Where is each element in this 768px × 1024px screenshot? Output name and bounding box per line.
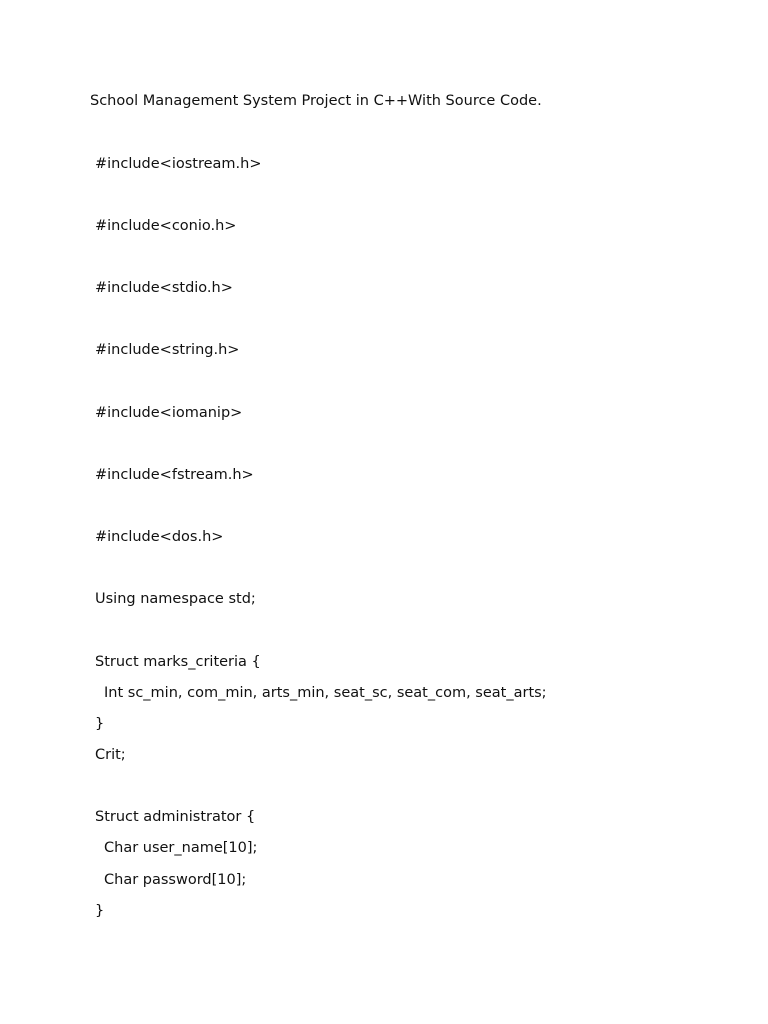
struct-marks-close: } [95, 716, 105, 732]
struct-admin-field: Char user_name[10]; [104, 840, 258, 856]
include-line: #include<iostream.h> [95, 156, 262, 172]
include-line: #include<fstream.h> [95, 467, 254, 483]
struct-admin-close: } [95, 903, 105, 919]
include-line: #include<stdio.h> [95, 280, 233, 296]
struct-admin-field: Char password[10]; [104, 872, 247, 888]
using-namespace-line: Using namespace std; [95, 591, 256, 607]
struct-marks-open: Struct marks_criteria { [95, 654, 261, 670]
include-line: #include<string.h> [95, 342, 240, 358]
struct-marks-body: Int sc_min, com_min, arts_min, seat_sc, seat_com, seat_arts; [104, 685, 547, 701]
include-line: #include<dos.h> [95, 529, 224, 545]
struct-admin-open: Struct administrator { [95, 809, 256, 825]
include-line: #include<iomanip> [95, 405, 243, 421]
document-title: School Management System Project in C++With Source Code. [90, 93, 542, 109]
include-line: #include<conio.h> [95, 218, 237, 234]
struct-marks-var: Crit; [95, 747, 126, 763]
